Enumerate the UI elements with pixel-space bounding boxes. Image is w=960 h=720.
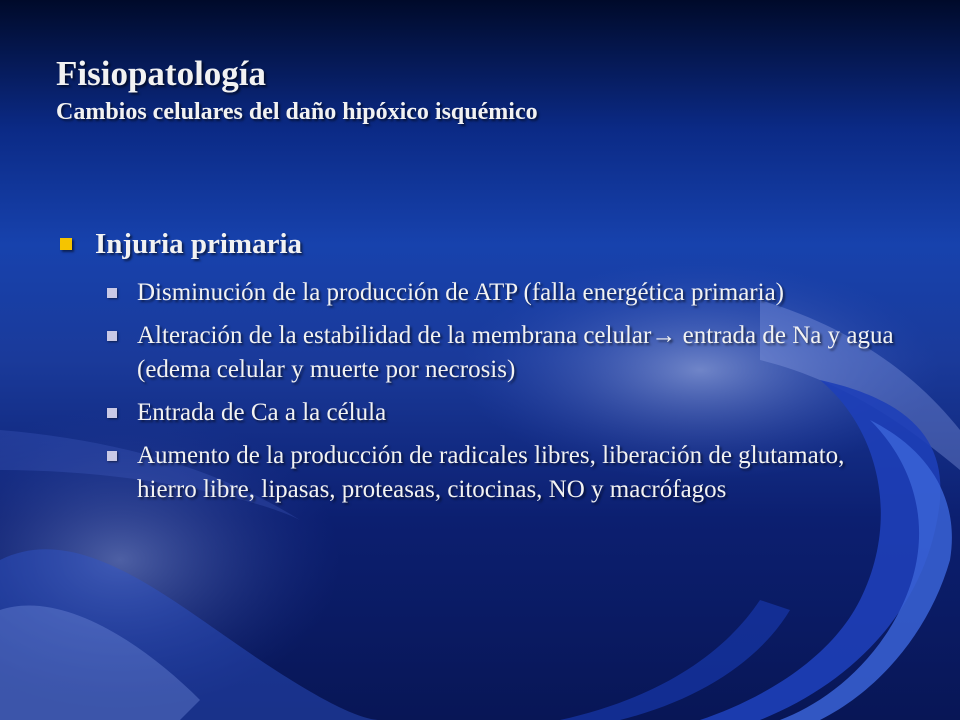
bullet-level1 [60,224,910,264]
square-bullet-icon [107,288,117,298]
square-bullet-icon [107,331,117,341]
bullet-level1-text: Injuria primaria [95,228,303,260]
sub-bullet-item [107,439,910,507]
title-block [56,52,538,128]
square-bullet-icon [107,451,117,461]
sub-bullet-item [107,276,910,310]
slide-content [60,224,910,516]
sub-bullet-text: Disminución de la producción de ATP (falla energética primaria) [137,279,784,306]
square-bullet-icon [60,238,72,250]
slide-subtitle: Cambios celulares del daño hipóxico isquémico [56,99,538,125]
sub-bullet-text: Entrada de Ca a la célula [137,399,387,426]
sub-bullet-list [60,276,910,507]
sub-bullet-text: Aumento de la producción de radicales libres, liberación de glutamato, hierro libre, lipasas, proteasas, citocinas, NO y macrófagos [137,442,845,503]
square-bullet-icon [107,408,117,418]
sub-bullet-text: Alteración de la estabilidad de la membrana celular→ entrada de Na y agua (edema celular y muerte por necrosis) [137,322,894,383]
sub-bullet-item [107,396,910,430]
sub-bullet-item [107,319,910,387]
slide-title: Fisiopatología [56,54,267,93]
